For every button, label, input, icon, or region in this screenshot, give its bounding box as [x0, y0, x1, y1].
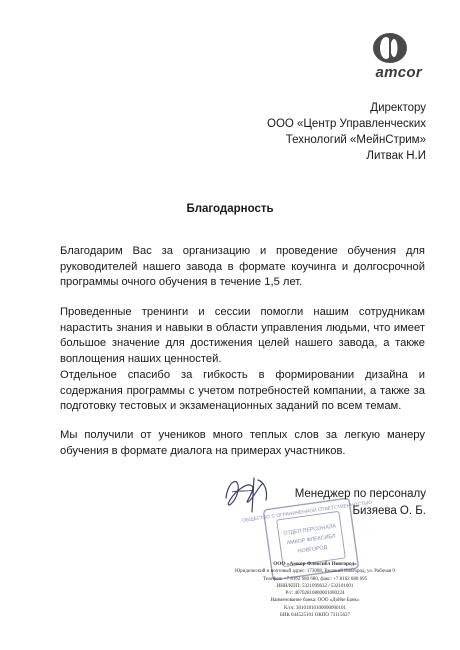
addressee-line: ООО «Центр Управленческих [267, 118, 426, 130]
requisites-line: Наименование банка: ООО «Дойче Банк» [270, 598, 360, 604]
amcor-logo-icon [370, 30, 410, 66]
logo-text: amcor [375, 64, 422, 81]
requisites-line: Р/с: 40702810800001000224 [285, 591, 345, 597]
requisites-line: ООО «Амкор Флексибл Новгород» [273, 561, 357, 567]
company-logo [358, 30, 422, 82]
stamp-center-line: АМКОР ФЛЕКСИБЛ [286, 533, 336, 547]
stamp-ring-text: ОБЩЕСТВО С ОГРАНИЧЕННОЙ ОТВЕТСТВЕННОСТЬЮ [242, 500, 373, 524]
letter-title: Благодарность [186, 203, 274, 215]
paragraph-4: Мы получили от учеников много теплых слов за легкую манеру обучения в формате диалога на примерах участников. [60, 429, 425, 457]
addressee-block [267, 100, 426, 164]
requisites-line: ИНН/КПП: 5321099632 / 532101001 [276, 583, 354, 589]
requisites-line: Телефон: +7 8162 680 680, факс: +7 8162 680 695 [262, 576, 368, 582]
signer-name: Бизяева О. Б. [352, 505, 426, 517]
stamp-center-line: ОТДЕЛ ПЕРСОНАЛА [283, 523, 337, 537]
paragraph-3: Отдельное спасибо за гибкость в формировании дизайна и содержания программы с учетом потребностей компании, а также за подготовку тестовых и экзаменационных заданий по всем темам. [60, 369, 425, 413]
addressee-line: Директору [370, 102, 426, 114]
paragraph-1: Благодарим Вас за организацию и проведение обучения для руководителей нашего завода в формате коучинга и долгосрочной программы очного обучения в течение 1,5 лет. [60, 245, 425, 289]
signer-position: Менеджер по персоналу [294, 488, 426, 500]
addressee-line: Литвак Н.И [366, 150, 426, 162]
requisites-line: К/сч: 30101810100000000101 [284, 605, 346, 611]
paragraph-2: Проведенные тренинги и сессии помогли нашим сотрудникам нарастить знания и навыки в области управления людьми, что имеет большое значение для достижения целей нашего завода, а также воплощения наших ценностей. [60, 306, 425, 365]
signer-block [295, 486, 426, 520]
requisites-line: Юридический и почтовый адрес: 173008, Великий Новгород, ул. Рабочая 9 [235, 569, 395, 575]
requisites-line: БИК 044525101 ОКПО 73115627 [279, 613, 351, 619]
company-requisites [220, 561, 410, 619]
addressee-line: Технологий «МейнСтрим» [285, 134, 426, 146]
stamp-center-line: НОВГОРОД [297, 544, 328, 555]
